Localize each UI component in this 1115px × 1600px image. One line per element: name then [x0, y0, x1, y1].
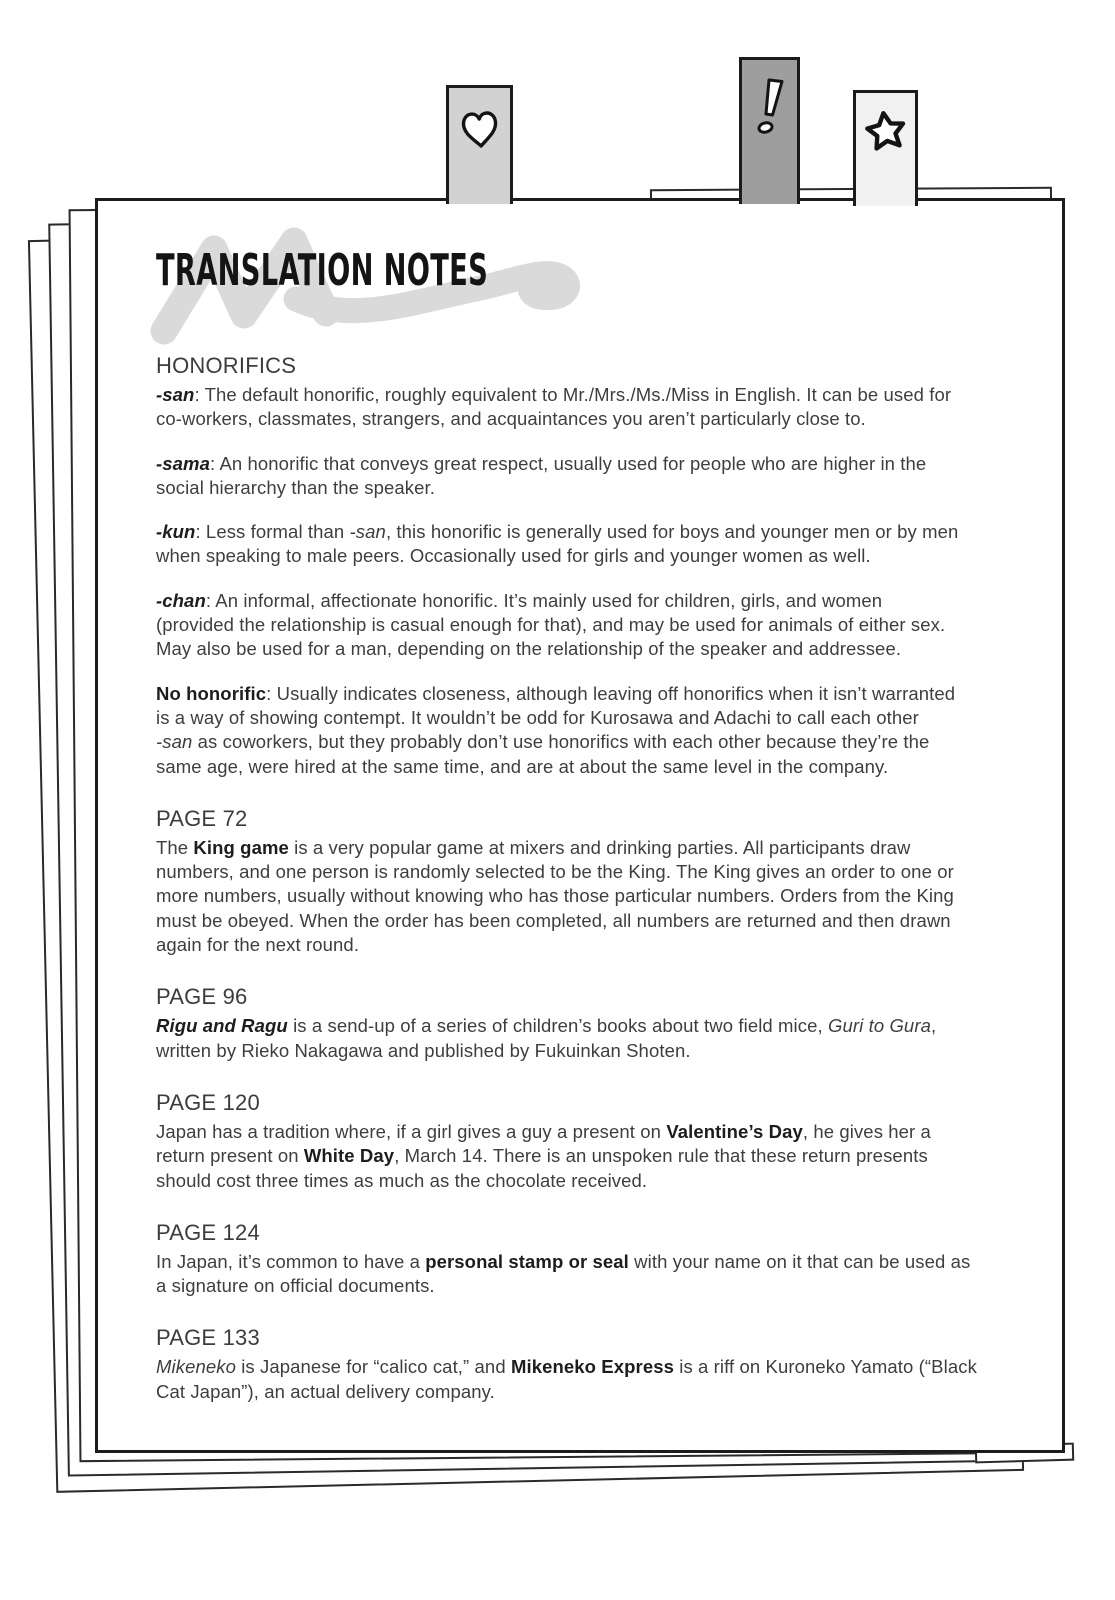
exclamation-icon	[755, 77, 785, 139]
section	[156, 984, 1036, 1063]
section-heading: PAGE 96	[156, 984, 248, 1010]
paragraph: -san: The default honorific, roughly equivalent to Mr./Mrs./Ms./Miss in English. It can be used for co-workers, classmates, strangers, and acquaintances you aren’t particularly close to.	[156, 384, 952, 430]
tab-exclamation	[739, 57, 800, 204]
paragraph: Japan has a tradition where, if a girl gives a guy a present on Valentine’s Day, he gives her a return present on White Day, March 14. There is an unspoken rule that these return presents should cost three times as much as the chocolate received.	[156, 1120, 931, 1191]
heart-icon	[456, 106, 503, 155]
section	[156, 1325, 1036, 1404]
title-block	[156, 245, 696, 365]
section	[156, 1090, 1036, 1193]
section-heading: PAGE 133	[156, 1325, 260, 1351]
paragraph: Mikeneko is Japanese for “calico cat,” and Mikeneko Express is a riff on Kuroneko Yamato (“Black Cat Japan”), an actual delivery company.	[156, 1356, 977, 1402]
tab-heart	[446, 85, 513, 204]
section-heading: PAGE 120	[156, 1089, 260, 1115]
page-title: TRANSLATION NOTES	[156, 245, 489, 296]
paragraph: In Japan, it’s common to have a personal stamp or seal with your name on it that can be used as a signature on official documents.	[156, 1250, 971, 1297]
tab-star	[853, 90, 918, 206]
section	[156, 806, 1036, 957]
section	[156, 1220, 1036, 1299]
paragraph: The King game is a very popular game at mixers and drinking parties. All participants draw numbers, and one person is randomly selected to be the King. The King gives an order to one or more numbers, usually without knowing who has those particular numbers. Orders from the King must be obeyed. When the order has been completed, all numbers are returned and then drawn again for the next round.	[156, 836, 954, 956]
paragraph: -chan: An informal, affectionate honorific. It’s mainly used for children, girls, and women (provided the relationship is casual enough for that), and may be used for animals of either sex. May also be used for a man, depending on the relationship of the speaker and addressee.	[156, 589, 946, 660]
star-icon	[858, 105, 912, 159]
paragraph: No honorific: Usually indicates closeness, although leaving off honorifics when it isn’t warranted is a way of showing contempt. It wouldn’t be odd for Kurosawa and Adachi to call each other -san as coworkers, but they probably don’t use honorifics with each other because they’re the same age, were hired at the same time, and are at about the same level in the company.	[156, 682, 956, 777]
section	[156, 353, 1036, 779]
paragraph: -sama: An honorific that conveys great respect, usually used for people who are higher in the social hierarchy than the speaker.	[156, 452, 927, 498]
paragraph: Rigu and Ragu is a send-up of a series of children’s books about two field mice, Guri to Gura, written by Rieko Nakagawa and published by Fukuinkan Shoten.	[156, 1015, 937, 1061]
sections	[156, 353, 1036, 1404]
section-heading: HONORIFICS	[156, 353, 297, 378]
section-heading: PAGE 72	[156, 805, 248, 831]
front-page	[95, 198, 1065, 1453]
paragraph: -kun: Less formal than -san, this honorific is generally used for boys and younger men or by men when speaking to male peers. Occasionally used for girls and younger women as well.	[156, 521, 959, 567]
section-heading: PAGE 124	[156, 1219, 260, 1245]
